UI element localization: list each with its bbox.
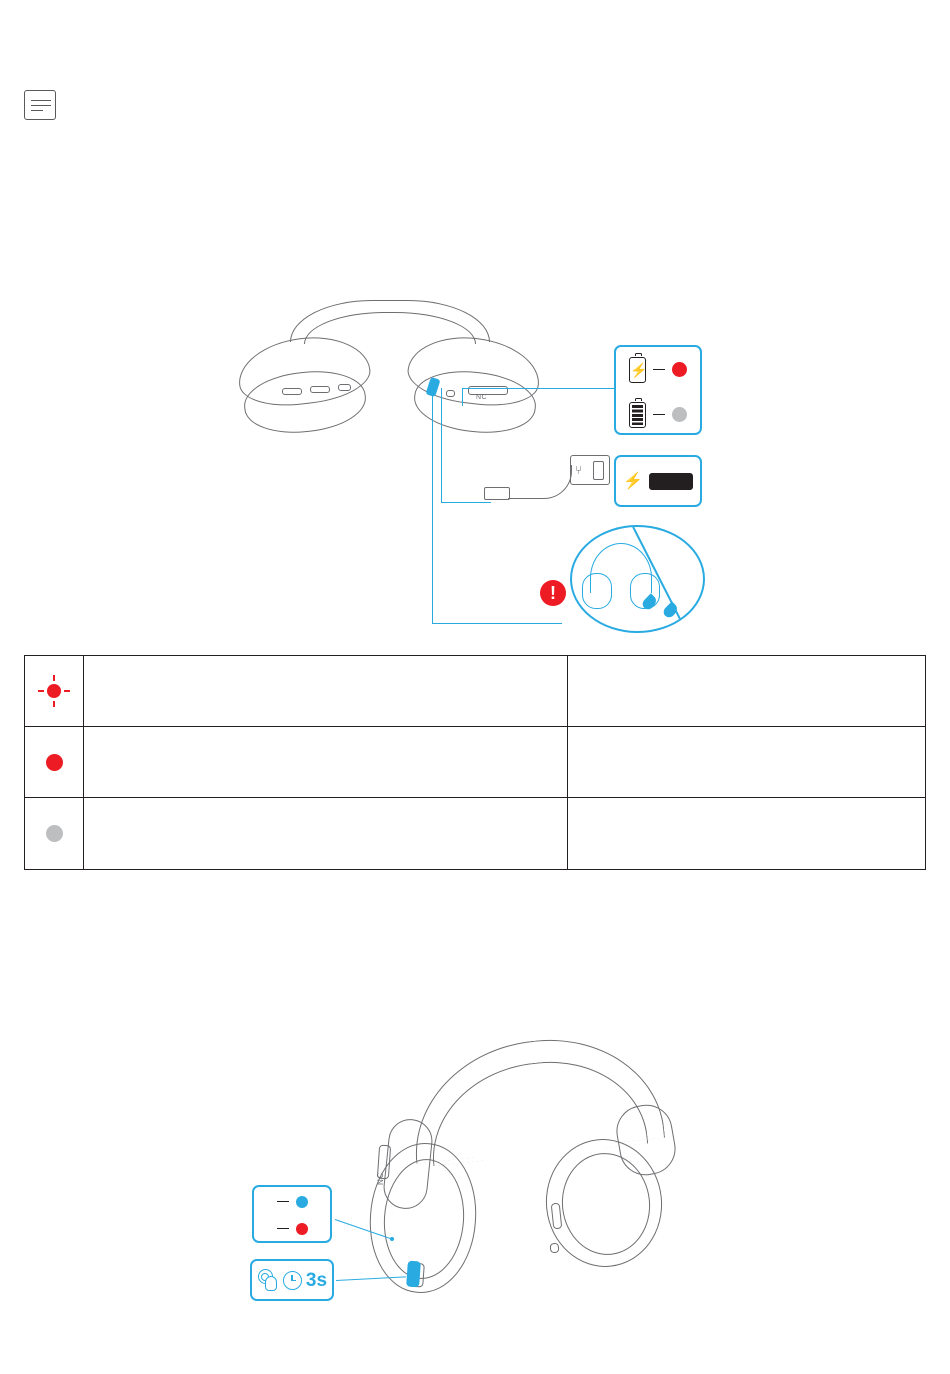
blue-led-row — [254, 1187, 330, 1216]
cable-curve — [508, 465, 572, 499]
warning-badge: ! — [540, 580, 566, 606]
table-row — [25, 727, 925, 798]
clock-icon — [283, 1271, 302, 1290]
touch-press-icon — [257, 1268, 279, 1292]
button-slot — [446, 390, 455, 397]
usb-cable-illustration — [470, 455, 610, 515]
separator-dash — [277, 1228, 289, 1229]
press-and-hold-callout — [250, 1259, 334, 1301]
description-left — [84, 656, 568, 726]
leader-line — [441, 388, 442, 502]
separator-dash — [653, 369, 665, 370]
button-slot — [282, 388, 302, 395]
description-right — [568, 656, 925, 726]
blue-led-dot — [296, 1196, 308, 1208]
indicator-cell — [25, 798, 84, 869]
led-legend-table — [24, 655, 926, 870]
usb-a-adapter-icon — [570, 455, 610, 485]
red-solid-led-icon — [46, 754, 63, 771]
pairing-led-callout — [252, 1185, 332, 1243]
headphones-folded-illustration — [238, 300, 548, 450]
battery-charging-icon: ⚡ — [629, 357, 646, 383]
hold-duration-label: 3s — [305, 1269, 328, 1291]
separator-dash — [277, 1201, 289, 1202]
description-left — [84, 727, 568, 797]
separator-dash — [653, 414, 665, 415]
battery-led-indicator-callout — [614, 345, 702, 435]
no-water-warning — [540, 525, 705, 635]
button-slot — [310, 386, 330, 393]
red-led-row — [254, 1214, 330, 1243]
leader-line — [462, 388, 463, 406]
usb-plug-bar-icon — [649, 473, 693, 490]
leader-line — [462, 388, 614, 389]
lightning-bolt-icon: ⚡ — [623, 473, 643, 490]
battery-full-row — [616, 392, 700, 437]
indicator-cell — [25, 727, 84, 797]
table-row — [25, 798, 925, 869]
usb-c-plug-icon — [484, 487, 510, 500]
usb-symbol-icon: ⑂ — [575, 463, 583, 477]
red-blinking-led-icon — [47, 684, 61, 698]
usb-charging-callout — [614, 455, 702, 507]
red-led-dot — [296, 1223, 308, 1235]
adapter-slot — [593, 461, 604, 480]
nc-label: NC — [476, 394, 488, 401]
grey-led-dot — [672, 407, 687, 422]
grey-off-led-icon — [46, 825, 63, 842]
headphones-side-illustration — [350, 1035, 710, 1315]
description-right — [568, 798, 925, 869]
battery-full-icon — [629, 402, 646, 428]
leader-line — [432, 388, 433, 623]
aux-port — [550, 1243, 560, 1254]
indicator-cell — [25, 656, 84, 726]
warning-bubble — [570, 525, 705, 633]
button-slot — [338, 384, 351, 391]
description-left — [84, 798, 568, 869]
description-right — [568, 727, 925, 797]
nc-label: NC — [376, 1171, 385, 1185]
red-led-dot — [672, 362, 687, 377]
menu-lines-icon — [24, 90, 56, 120]
battery-charging-row — [616, 347, 700, 392]
multifunction-button-highlight — [406, 1261, 421, 1288]
table-row — [25, 656, 925, 727]
headphone-cup-left — [582, 573, 612, 609]
